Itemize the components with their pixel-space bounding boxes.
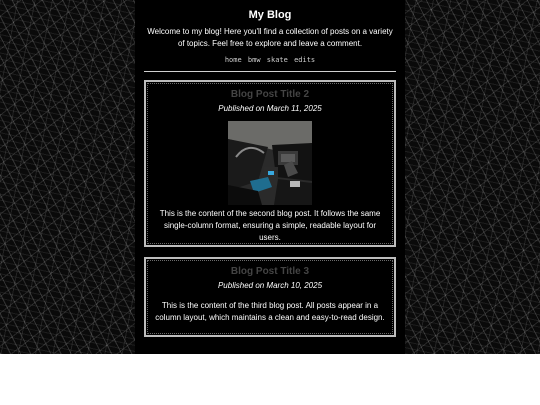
post-image-car-interior xyxy=(228,121,312,205)
nav-link-skate[interactable]: skate xyxy=(266,56,288,64)
main-nav xyxy=(135,56,405,65)
post-content: This is the content of the third blog post. All posts appear in a column layout, which maintains a clean and easy-to-read design. xyxy=(155,301,385,322)
nav-link-edits[interactable]: edits xyxy=(294,56,316,64)
blog-container xyxy=(135,0,405,354)
blog-post xyxy=(144,80,396,247)
nav-link-home[interactable]: home xyxy=(224,56,242,64)
site-intro: Welcome to my blog! Here you'll find a collection of posts on a variety of topics. Feel free to explore and leave a comment. xyxy=(147,27,393,48)
post-title[interactable]: Blog Post Title 2 xyxy=(230,89,310,100)
site-title: My Blog xyxy=(248,9,292,21)
nav-link-bmw[interactable]: bmw xyxy=(247,56,261,64)
header-divider xyxy=(144,71,396,72)
post-content: This is the content of the second blog post. It follows the same single-column format, ensuring a simple, readable layout for users. xyxy=(159,209,381,242)
post-date: Published on March 11, 2025 xyxy=(218,104,322,113)
post-date: Published on March 10, 2025 xyxy=(217,281,323,290)
blog-post xyxy=(144,257,396,337)
site-header xyxy=(135,0,405,65)
post-title[interactable]: Blog Post Title 3 xyxy=(230,266,310,277)
car-interior-photo xyxy=(228,121,312,205)
